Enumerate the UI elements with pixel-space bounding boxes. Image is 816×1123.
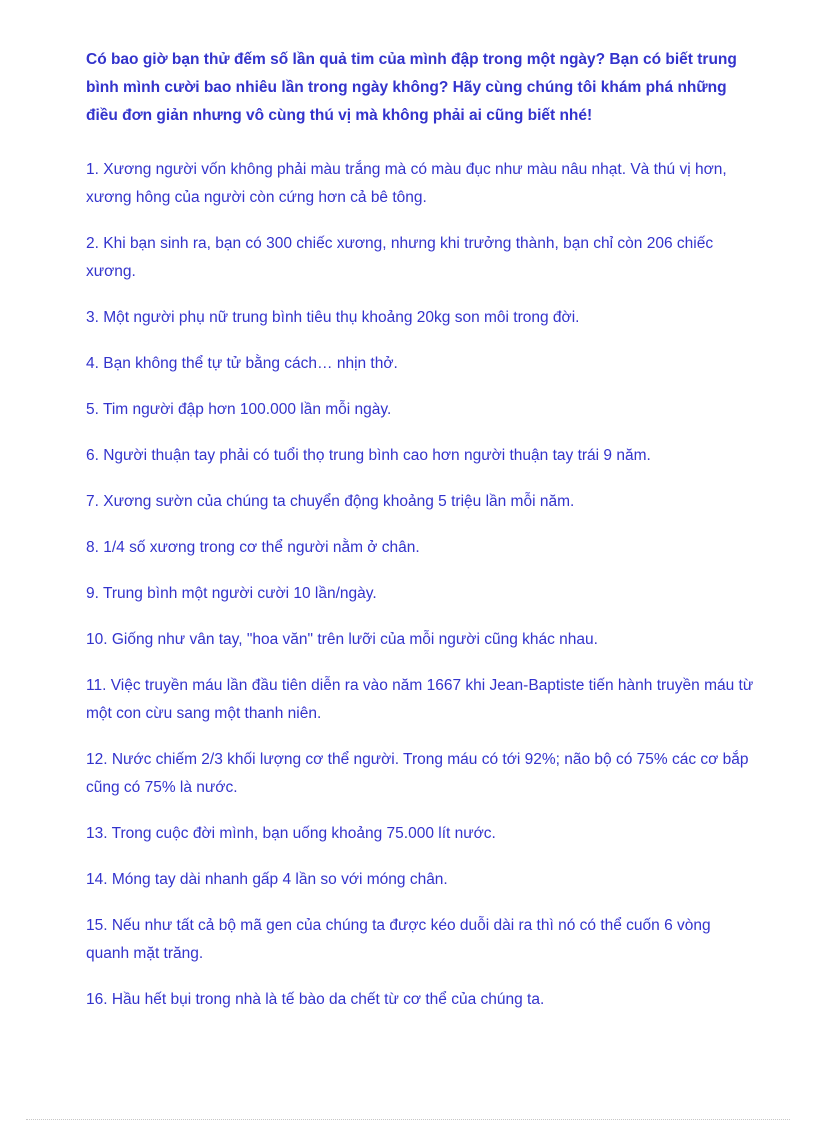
fact-item-2: 2. Khi bạn sinh ra, bạn có 300 chiếc xương, nhưng khi trưởng thành, bạn chỉ còn 206 chiếc xương. bbox=[86, 235, 714, 280]
fact-item-1: 1. Xương người vốn không phải màu trắng mà có màu đục như màu nâu nhạt. Và thú vị hơn, xương hông của người còn cứng hơn cả bê tông. bbox=[86, 161, 727, 206]
fact-item-7: 7. Xương sườn của chúng ta chuyển động khoảng 5 triệu lần mỗi năm. bbox=[86, 493, 575, 510]
fact-item-12: 12. Nước chiếm 2/3 khối lượng cơ thể người. Trong máu có tới 92%; não bộ có 75% các cơ bắp cũng có 75% là nước. bbox=[86, 751, 749, 796]
fact-item-11: 11. Việc truyền máu lần đầu tiên diễn ra vào năm 1667 khi Jean-Baptiste tiến hành truyền máu từ một con cừu sang một thanh niên. bbox=[86, 677, 754, 722]
fact-item-13: 13. Trong cuộc đời mình, bạn uống khoảng 75.000 lít nước. bbox=[86, 825, 496, 842]
fact-item-15: 15. Nếu như tất cả bộ mã gen của chúng ta được kéo duỗi dài ra thì nó có thể cuốn 6 vòng quanh mặt trăng. bbox=[86, 917, 711, 962]
fact-item-10: 10. Giống như vân tay, "hoa văn" trên lưỡi của mỗi người cũng khác nhau. bbox=[86, 631, 598, 648]
page-bottom-divider bbox=[26, 1119, 790, 1120]
fact-item-5: 5. Tim người đập hơn 100.000 lần mỗi ngày. bbox=[86, 401, 392, 418]
facts-list bbox=[86, 156, 758, 1032]
fact-item-4: 4. Bạn không thể tự tử bằng cách… nhịn thở. bbox=[86, 355, 398, 372]
fact-item-16: 16. Hầu hết bụi trong nhà là tế bào da chết từ cơ thể của chúng ta. bbox=[86, 991, 545, 1008]
fact-item-6: 6. Người thuận tay phải có tuổi thọ trung bình cao hơn người thuận tay trái 9 năm. bbox=[86, 447, 651, 464]
intro-paragraph: Có bao giờ bạn thử đếm số lần quả tim của mình đập trong một ngày? Bạn có biết trung bình mình cười bao nhiêu lần trong ngày không? Hãy cùng chúng tôi khám phá những điều đơn giản nhưng vô cùng thú vị mà không phải ai cũng biết nhé! bbox=[86, 51, 737, 124]
fact-item-14: 14. Móng tay dài nhanh gấp 4 lần so với móng chân. bbox=[86, 871, 448, 888]
fact-item-9: 9. Trung bình một người cười 10 lần/ngày. bbox=[86, 585, 377, 602]
fact-item-8: 8. 1/4 số xương trong cơ thể người nằm ở chân. bbox=[86, 539, 420, 556]
fact-item-3: 3. Một người phụ nữ trung bình tiêu thụ khoảng 20kg son môi trong đời. bbox=[86, 309, 580, 326]
